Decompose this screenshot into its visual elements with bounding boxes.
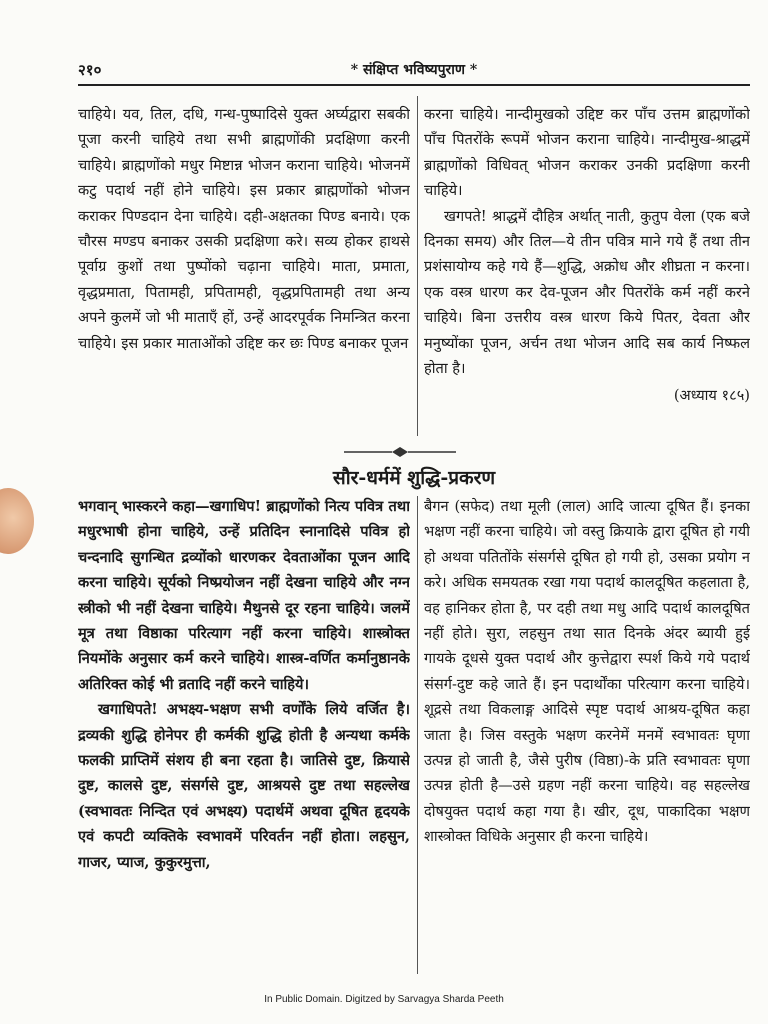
running-title: * संक्षिप्त भविष्यपुराण * — [350, 62, 478, 78]
footer-credit: In Public Domain. Digitzed by Sarvagya Sharda Peeth — [264, 994, 504, 1005]
bottom-right-column — [424, 494, 750, 980]
paragraph: चाहिये। यव, तिल, दधि, गन्ध-पुष्पादिसे युक्त अर्घ्यद्वारा सबकी पूजा करनी चाहिये तथा सभी ब्राह्मणोंकी प्रदक्षिणा करनी चाहिये। ब्राह्मणोंको मधुर मिष्टान्न भोजन कराना चाहिये। भोजनमें कटु पदार्थ नहीं होने चाहिये। इस प्रकार ब्राह्मणोंको भोजन कराकर पिण्डदान देना चाहिये। दही-अक्षतका पिण्ड बनाये। एक चौरस मण्डप बनाकर उसकी प्रदक्षिणा करे। सव्य होकर हाथसे पूर्वाग्र कुशों तथा पुष्पोंको चढ़ाना चाहिये। माता, प्रमाता, वृद्धप्रमाता, पितामही, प्रपितामही, वृद्धप्रपितामही तथा अन्य अपने कुलमें जो भी माताएँ हों, उन्हें आदरपूर्वक निमन्त्रित करना चाहिये। इस प्रकार माताओंको उद्दिष्ट कर छः पिण्ड बनाकर पूजन — [78, 106, 410, 352]
column-divider — [417, 96, 418, 436]
paragraph — [78, 494, 410, 697]
chapter-end-marker: (अध्याय १८५) — [673, 387, 750, 405]
paragraph: बैगन (सफेद) तथा मूली (लाल) आदि जात्या दूषित हैं। इनका भक्षण नहीं करना चाहिये। जो वस्तु क्रियाके द्वारा दूषित हो गयी हो अथवा पतितोंके संसर्गसे दूषित हो गयी हो, उसका प्रयोग न करे। अधिक समयतक रखा गया पदार्थ कालदूषित कहलाता है, वह हानिकर होता है, पर दही तथा मधु आदि पदार्थ कालदूषित नहीं होते। सुरा, लहसुन तथा सात दिनके अंदर ब्यायी हुई गायके दूधसे युक्त पदार्थ और कुत्तेद्वारा स्पर्श किये गये पदार्थ संसर्ग-दुष्ट कहे जाते हैं। इन पदार्थोंका परित्याग करना चाहिये। शूद्रसे तथा विकलाङ्ग आदिसे स्पृष्ट पदार्थ आश्रय-दूषित कहा जाता है। जिस वस्तुके भक्षण करनेमें मनमें स्वभावतः घृणा उत्पन्न हो जाती है, जैसे पुरीष (विष्ठा)-के प्रति स्वभावतः घृणा उत्पन्न होती है—उसे ग्रहण नहीं करना चाहिये। वह सहल्लेख दोषयुक्त पदार्थ कहा गया है। खीर, दूध, पाकादिका भक्षण शास्त्रोक्त विधिके अनुसार ही करना चाहिये। — [424, 498, 750, 846]
speaker-label: भगवान् भास्करने कहा— — [78, 498, 210, 515]
paragraph: करना चाहिये। नान्दीमुखको उद्दिष्ट कर पाँच उत्तम ब्राह्मणोंको पाँच पितरोंके रूपमें भोजन कराना चाहिये। नान्दीमुख-श्राद्धमें ब्राह्मणोंको विधिवत् भोजन कराकर उनकी प्रदक्षिणा करनी चाहिये। — [424, 106, 750, 200]
top-left-column — [78, 102, 410, 442]
page-number: २१० — [78, 61, 102, 79]
thumb-photo-edge — [0, 488, 34, 554]
paragraph: खगाधिपते! अभक्ष्य-भक्षण सभी वर्णोंके लिये वर्जित है। द्रव्यकी शुद्धि होनेपर ही कर्मकी शुद्धि होती है अन्यथा कर्मके फलकी प्राप्तिमें संशय ही बना रहता है। जातिसे दुष्ट, क्रियासे दुष्ट, कालसे दुष्ट, संसर्गसे दुष्ट, आश्रयसे दुष्ट तथा सहल्लेख (स्वभावतः निन्दित एवं अभक्ष्य) पदार्थमें अथवा दूषित हृदयके एवं कपटी व्यक्तिके स्वभावमें परिवर्तन नहीं होता। लहसुन, गाजर, प्याज, कुकुरमुत्ता, — [78, 701, 410, 871]
paragraph-text: खगाधिप! ब्राह्मणोंको नित्य पवित्र तथा मधुरभाषी होना चाहिये, उन्हें प्रतिदिन स्नानादिसे पवित्र हो चन्दनादि सुगन्धित द्रव्योंको धारणकर देवताओंका पूजन आदि करना चाहिये। सूर्यको निष्प्रयोजन नहीं देखना चाहिये और नग्न स्त्रीको भी नहीं देखना चाहिये। मैथुनसे दूर रहना चाहिये। जलमें मूत्र तथा विष्ठाका परित्याग नहीं करना चाहिये। शास्त्रोक्त नियमोंके अनुसार कर्म करने चाहिये। शास्त्र-वर्णित कर्मानुष्ठानके अतिरिक्त कोई भी व्रतादि नहीं करने चाहिये। — [78, 498, 410, 693]
column-divider — [417, 496, 418, 974]
ornament-divider — [340, 445, 460, 459]
paragraph: खगपते! श्राद्धमें दौहित्र अर्थात् नाती, कुतुप वेला (एक बजे दिनका समय) और तिल—ये तीन पवित्र माने गये हैं तथा तीन प्रशंसायोग्य कहे गये हैं—शुद्धि, अक्रोध और शीघ्रता न करना। एक वस्त्र धारण कर देव-पूजन और पितरोंके कर्म नहीं करने चाहिये। बिना उत्तरीय वस्त्र धारण किये पितर, देवता और मनुष्योंका पूजन, अर्चन तथा भोजन आदि सब कार्य निष्फल होता है। — [424, 207, 750, 378]
top-right-column — [424, 102, 750, 442]
bottom-left-column — [78, 494, 410, 980]
page-header — [78, 58, 750, 86]
section-title: सौर-धर्ममें शुद्धि-प्रकरण — [332, 467, 496, 489]
